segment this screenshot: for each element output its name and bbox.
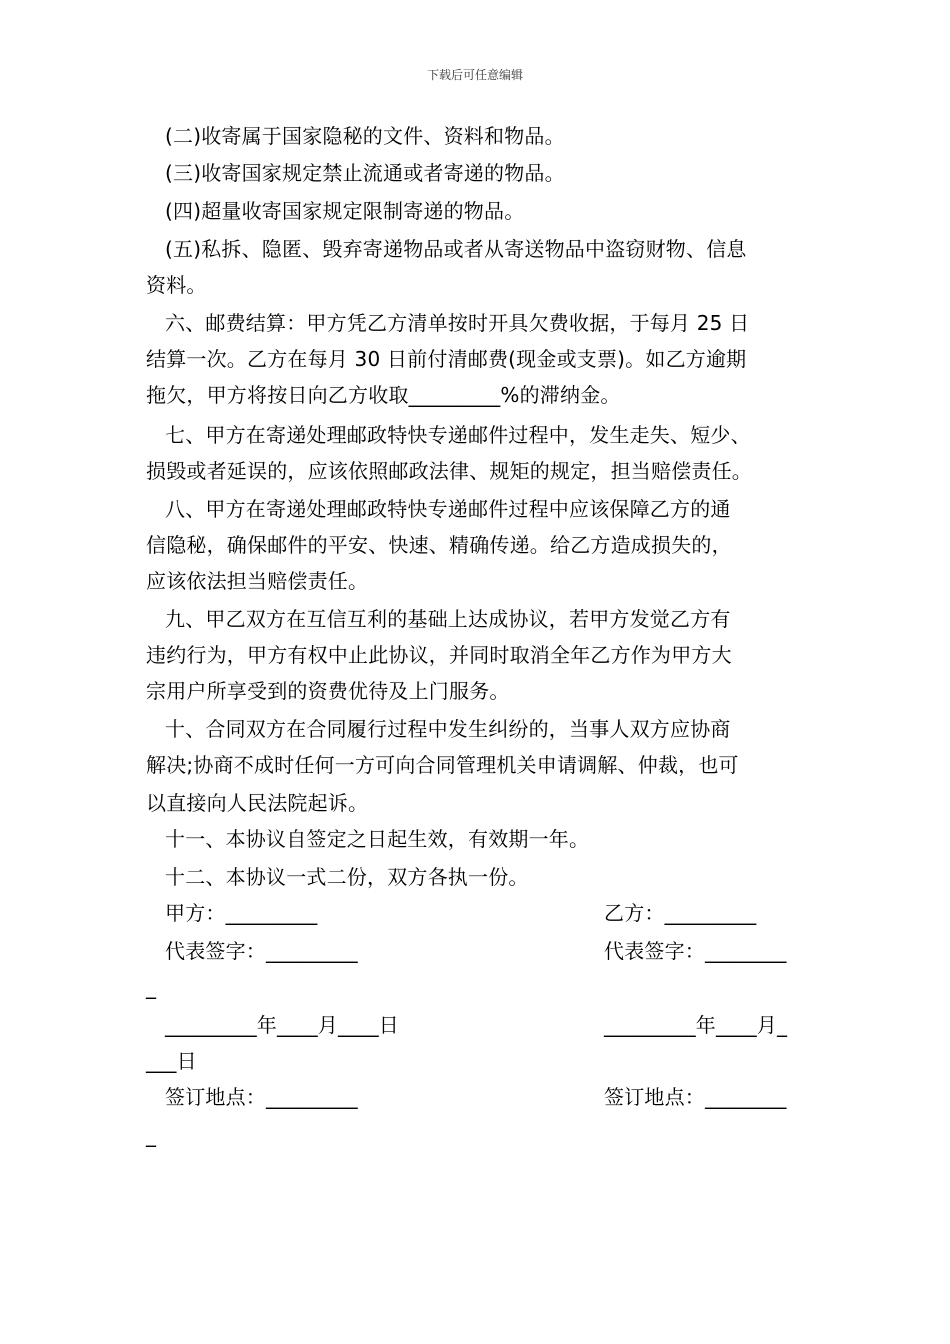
party-a-signing-place: 签订地点：_________	[165, 1085, 358, 1109]
party-b-date: _________年____月_	[604, 1013, 788, 1037]
article-6-line: 结算一次。乙方在每月 30 日前付清邮费(现金或支票)。如乙方逾期	[146, 347, 747, 371]
party-b-representative: 代表签字：________	[604, 939, 787, 963]
article-6-line: 六、邮费结算：甲方凭乙方清单按时开具欠费收据，于每月 25 日	[165, 311, 750, 335]
article-10-line: 解决;协商不成时任何一方可向合同管理机关申请调解、仲裁，也可	[146, 753, 739, 777]
page-header: 下载后可任意编辑	[426, 68, 523, 82]
clause-2-line: (二)收寄属于国家隐秘的文件、资料和物品。	[165, 124, 565, 148]
clause-4-line: (四)超量收寄国家规定限制寄递的物品。	[165, 199, 525, 223]
party-a-date: _________年____月____日	[165, 1013, 399, 1037]
party-b-signing-place: 签订地点：________	[604, 1085, 787, 1109]
party-a-signature: 甲方：_________	[165, 901, 318, 925]
article-6-line: 拖欠，甲方将按日向乙方收取_________%的滞纳金。	[146, 383, 621, 407]
clause-3-line: (三)收寄国家规定禁止流通或者寄递的物品。	[165, 161, 565, 185]
clause-5-line: 资料。	[146, 273, 207, 297]
article-9-line: 九、甲乙双方在互信互利的基础上达成协议，若甲方发觉乙方有	[165, 607, 731, 631]
article-12-line: 十二、本协议一式二份，双方各执一份。	[165, 865, 529, 889]
article-9-line: 违约行为，甲方有权中止此协议，并同时取消全年乙方作为甲方大	[146, 643, 732, 667]
party-b-signing-place-wrap: _	[146, 1123, 157, 1147]
party-a-representative: 代表签字：_________	[165, 939, 358, 963]
article-7-line: 损毁或者延误的，应该依照邮政法律、规矩的规定，担当赔偿责任。	[146, 459, 752, 483]
party-b-date-wrap: ___日	[146, 1049, 197, 1073]
party-b-signature: 乙方：_________	[604, 901, 757, 925]
article-8-line: 八、甲方在寄递处理邮政特快专递邮件过程中应该保障乙方的通	[165, 497, 731, 521]
article-9-line: 宗用户所享受到的资费优待及上门服务。	[146, 679, 510, 703]
party-b-representative-wrap: _	[146, 975, 157, 999]
article-7-line: 七、甲方在寄递处理邮政特快专递邮件过程中，发生走失、短少、	[165, 423, 751, 447]
article-8-line: 信隐秘，确保邮件的平安、快速、精确传递。给乙方造成损失的，	[146, 533, 732, 557]
article-10-line: 以直接向人民法院起诉。	[146, 791, 369, 815]
article-11-line: 十一、本协议自签定之日起生效，有效期一年。	[165, 827, 590, 851]
article-10-line: 十、合同双方在合同履行过程中发生纠纷的，当事人双方应协商	[165, 717, 731, 741]
clause-5-line: (五)私拆、隐匿、毁弃寄递物品或者从寄送物品中盗窃财物、信息	[165, 237, 747, 261]
article-8-line: 应该依法担当赔偿责任。	[146, 569, 369, 593]
